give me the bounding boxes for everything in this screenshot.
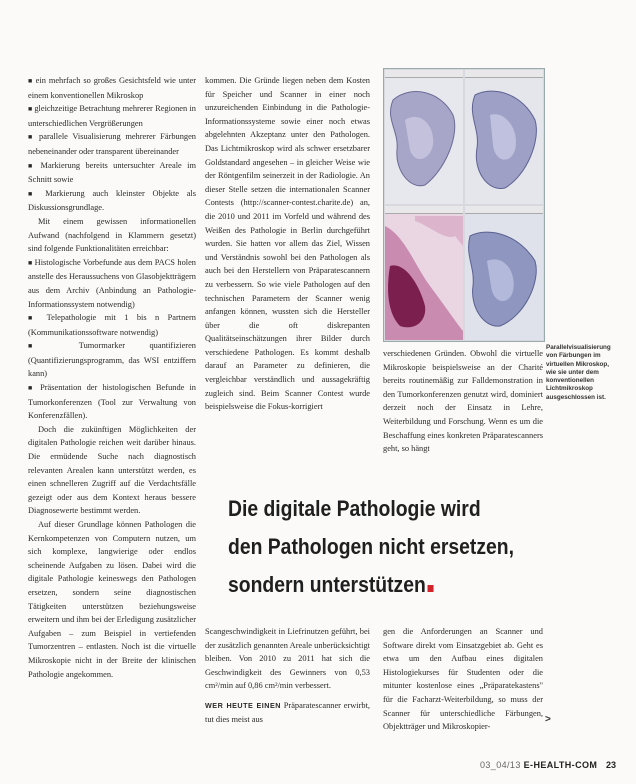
- paragraph: kommen. Die Gründe liegen neben dem Kosten für Speicher und Scanner in einer noch unzureichenden Einbindung in die Pathologie-Informationssysteme sowie einer noch etwas abgelehnten Akzeptanz unter den Pathologen. Das Lichtmikroskop wird als schwer ersetzbarer Goldstandard angesehen – in gleicher Weise wie der Röntgenfilm seinerzeit in der Radiologie. An dieser Stelle setzen die internationalen Scanner Contests (http://scanner-contest.charite.de) an, die 2010 und 2011 im Vorfeld und während des Weißen des Pathologie in Berlin durchgeführt wurden. Sie hatten vor allem das Ziel, Wissen und Verständnis sowohl bei den Pathologen als auch bei den Herstellern von Präparatescannern zu verbessern. So wie viele Pathologen auf den technischen Parametern der Scanner wenig anfangen können, wussten sich die Hersteller über die oft diskrepanten Qualitätseinschätzungen ihrer Bilder durch verschiedene Pathologen. Es kommt deshalb darauf an Parameter zu definieren, die vergleichbar verständlich und aussagekräftig zugleich sind. Beim Scanner Contest wurde beispielsweise die Fokus-korrigiert: [205, 76, 370, 412]
- paragraph: Doch die zukünftigen Möglichkeiten der digitalen Pathologie reichen weit darüber hinaus. Die ermüdende Suche nach diagnostisch relevanten Arealen kann unterstützt werden, es einen schnelleren Zugriff auf die Verdachtsfälle gezeigt oder aus dem Kontext heraus bessere Diagnosewerte bestimmt werden.: [28, 424, 196, 516]
- pull-quote-line-3: sondern unterstützen: [228, 572, 426, 597]
- bullet-item: ■ Telepathologie mit 1 bis n Partnern (Kommunikationssoftware notwendig): [28, 311, 196, 339]
- issue-number: 03_04/13: [480, 760, 521, 770]
- figure-caption: Parallelvisualisierung von Färbungen im virtuellen Mikroskop, wie sie unter dem konventionellen Lichtmikroskop ausgeschlossen ist.: [546, 344, 611, 401]
- article-column-3-upper: [383, 347, 543, 456]
- figure-pane-top-right: [465, 70, 543, 204]
- bullet-item: ■ gleichzeitige Betrachtung mehrerer Regionen in unterschiedlichen Vergrößerungen: [28, 102, 196, 130]
- figure-pane-bottom-right: [465, 206, 543, 340]
- page-footer: [480, 760, 597, 770]
- bullet-item: ■ Histologische Vorbefunde aus dem PACS holen anstelle des Heraussuchens von Glasobjektträgern aus dem Archiv (Anbindung an Pathologie-Informationssystem notwendig): [28, 256, 196, 311]
- run-in-heading: WER HEUTE EINEN: [205, 700, 281, 710]
- pull-quote: [228, 490, 563, 604]
- paragraph: Mit einem gewissen informationellen Aufwand (nachfolgend in Klammern gesetzt) sind folgende Funktionalitäten erreichbar:: [28, 216, 196, 254]
- figure-pane-bottom-left: [385, 206, 463, 340]
- magazine-name: E-HEALTH-COM: [523, 760, 598, 770]
- paragraph: verschiedenen Gründen. Obwohl die virtuelle Mikroskopie beispielsweise an der Charité bereits routinemäßig zur Falldemonstration in den Tumorkonferenzen genutzt wird, dominiert derzeit noch der Einsatz in Lehre, Weiterbildung und Forschung. Wenn es um die Beschaffung eines konkreten Präparatescanners geht, so hängt: [383, 349, 543, 454]
- pull-quote-line-2: den Pathologen nicht ersetzen,: [228, 534, 514, 559]
- figure-pane-top-left: [385, 70, 463, 204]
- article-column-2: [205, 74, 370, 414]
- bullet-item: ■ parallele Visualisierung mehrerer Färbungen nebeneinander oder transparent übereinander: [28, 130, 196, 158]
- paragraph-run-in: [205, 699, 370, 726]
- article-column-2-lower: [205, 625, 370, 726]
- bullet-item: ■ Tumormarker quantifizieren (Quantifizierungsprogramm, das WSI entziffern kann): [28, 339, 196, 381]
- bullet-item: ■ Markierung bereits untersuchter Areale im Schnitt sowie: [28, 159, 196, 187]
- pull-quote-line-1: Die digitale Pathologie wird: [228, 496, 481, 521]
- bullet-item: ■ Markierung auch kleinster Objekte als Diskussionsgrundlage.: [28, 187, 196, 215]
- continue-arrow-icon: >: [545, 714, 551, 725]
- article-column-1: [28, 74, 196, 681]
- paragraph-text: Präparatescanner erwirbt, tut dies meist aus: [205, 700, 370, 724]
- article-column-3-lower: [383, 625, 543, 734]
- bullet-item: ■ Präsentation der histologischen Befunde in Tumorkonferenzen (Tool zur Verwaltung von Konferenzfällen).: [28, 381, 196, 423]
- end-mark-icon: [428, 585, 434, 592]
- microscopy-figure: [383, 68, 545, 342]
- paragraph: Scangeschwindigkeit in Liefrinutzen geführt, bei der zusätzlich genannten Areale unberücksichtigt bleiben. Von 2010 zu 2011 hat sich die Geschwindigkeit des Gewinners von 0,53 cm²/min auf 0,86 cm²/min verbessert.: [205, 627, 370, 691]
- paragraph: gen die Anforderungen an Scanner und Software direkt vom Einsatzgebiet ab. Geht es etwa um den Aufbau eines digitalen Histologiekurses für Studenten oder die mitunter kostenlose eines „Präparatekastens" für die Facharzt-Weiterbildung, so muss der Scanner für unterschiedliche Färbungen, Objektträger und Mikroskopier-: [383, 627, 543, 732]
- bullet-item: ■ ein mehrfach so großes Gesichtsfeld wie unter einem konventionellen Mikroskop: [28, 74, 196, 102]
- page-number: 23: [606, 760, 617, 770]
- paragraph: Auf dieser Grundlage können Pathologen die Kernkompetenzen von Computern nutzen, um sich komplexe, langwierige oder endlos scheinende Aufgaben zu lösen. Dabei wird die digitale Pathologie keineswegs den Pathologen ersetzen, sondern seine diagnostischen Tätigkeiten unterstützen beziehungsweise erweitern und ihm bei der Erledigung zusätzlicher Aufgaben – zum Beispiel in vertiefenden Tumorzentren – entlasten. Noch ist die virtuelle Mikroskopie nicht in der Breite der klinischen Pathologie angekommen.: [28, 520, 196, 679]
